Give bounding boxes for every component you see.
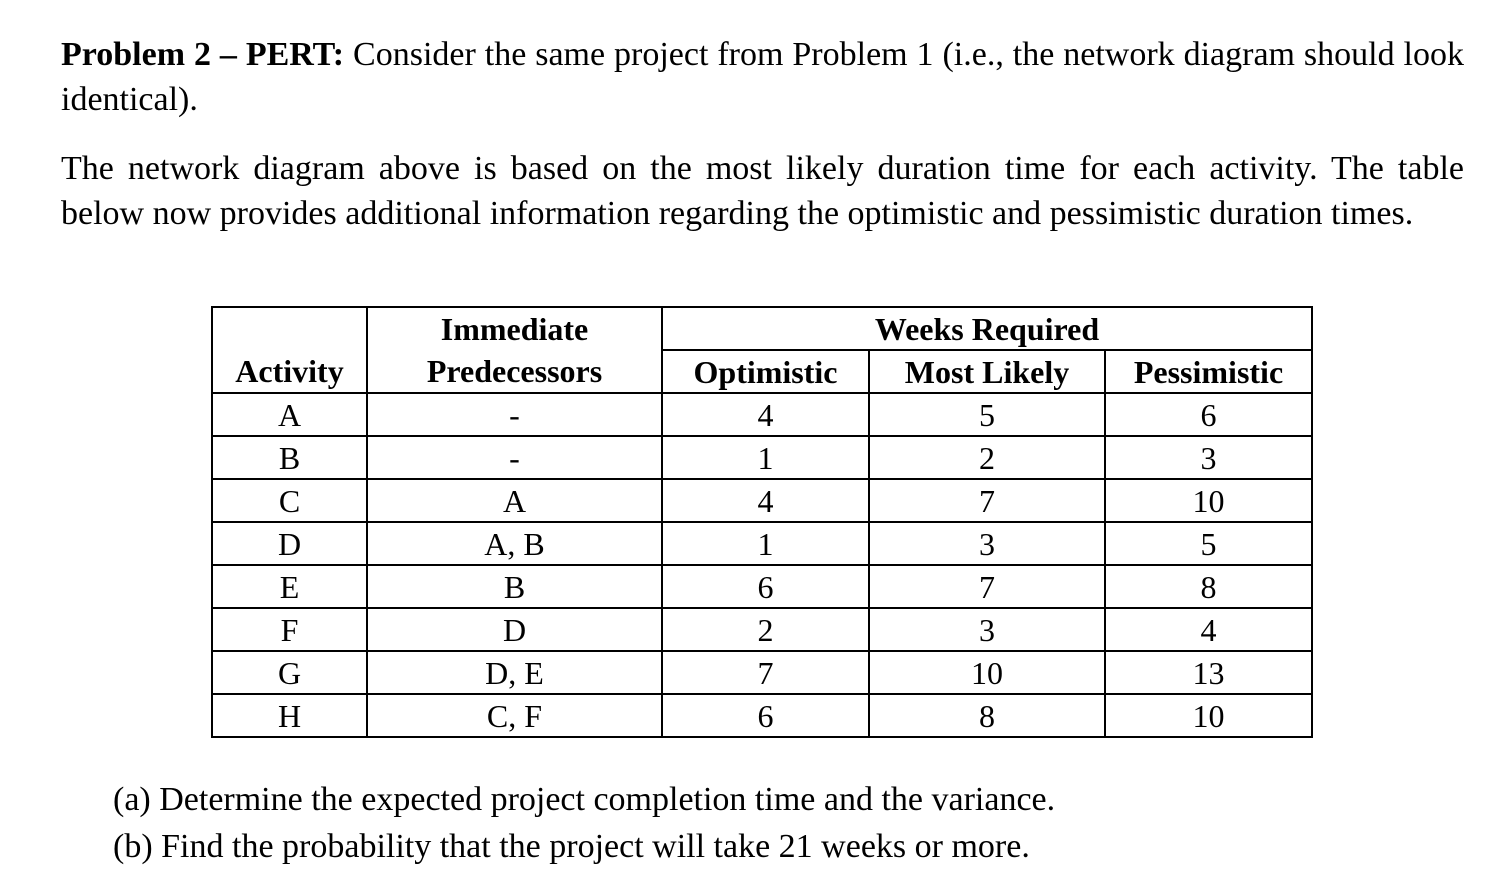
optimistic-cell: 6 bbox=[662, 694, 869, 737]
most-likely-cell: 2 bbox=[869, 436, 1105, 479]
most-likely-cell: 7 bbox=[869, 565, 1105, 608]
question-a: (a) Determine the expected project completion time and the variance. bbox=[113, 781, 1056, 818]
optimistic-cell: 1 bbox=[662, 436, 869, 479]
optimistic-cell: 7 bbox=[662, 651, 869, 694]
pessimistic-cell: 10 bbox=[1105, 694, 1312, 737]
question-b: (b) Find the probability that the project will take 21 weeks or more. bbox=[113, 828, 1030, 865]
optimistic-cell: 4 bbox=[662, 393, 869, 436]
activity-cell: F bbox=[212, 608, 367, 651]
problem-description: The network diagram above is based on the most likely duration time for each activity. The table below now provides additional information regarding the optimistic and pessimistic duration times. bbox=[61, 150, 1464, 232]
activity-header: Activity bbox=[212, 350, 367, 393]
pessimistic-cell: 10 bbox=[1105, 479, 1312, 522]
activity-cell: A bbox=[212, 393, 367, 436]
problem-heading: Problem 2 – PERT: bbox=[61, 36, 345, 73]
pessimistic-cell: 13 bbox=[1105, 651, 1312, 694]
predecessors-header-line1: Immediate bbox=[367, 307, 662, 350]
optimistic-cell: 1 bbox=[662, 522, 869, 565]
predecessors-cell: A, B bbox=[367, 522, 662, 565]
most-likely-cell: 7 bbox=[869, 479, 1105, 522]
table-row bbox=[212, 479, 1312, 522]
predecessors-cell: - bbox=[367, 393, 662, 436]
activity-cell: C bbox=[212, 479, 367, 522]
predecessors-cell: A bbox=[367, 479, 662, 522]
table-row bbox=[212, 522, 1312, 565]
problem-intro: Consider the same project from Problem 1 (i.e., the network diagram should look identical). bbox=[61, 36, 1464, 118]
activity-cell: B bbox=[212, 436, 367, 479]
most-likely-cell: 3 bbox=[869, 522, 1105, 565]
problem-statement bbox=[61, 32, 1464, 122]
predecessors-cell: D, E bbox=[367, 651, 662, 694]
optimistic-cell: 2 bbox=[662, 608, 869, 651]
table-row bbox=[212, 694, 1312, 737]
predecessors-cell: B bbox=[367, 565, 662, 608]
pessimistic-header: Pessimistic bbox=[1105, 350, 1312, 393]
table-row bbox=[212, 651, 1312, 694]
predecessors-cell: C, F bbox=[367, 694, 662, 737]
activity-cell: D bbox=[212, 522, 367, 565]
predecessors-header-line2: Predecessors bbox=[367, 350, 662, 393]
most-likely-cell: 3 bbox=[869, 608, 1105, 651]
predecessors-cell: - bbox=[367, 436, 662, 479]
activity-cell: H bbox=[212, 694, 367, 737]
activity-cell: G bbox=[212, 651, 367, 694]
questions-list bbox=[113, 776, 1055, 870]
predecessors-cell: D bbox=[367, 608, 662, 651]
optimistic-header: Optimistic bbox=[662, 350, 869, 393]
pessimistic-cell: 6 bbox=[1105, 393, 1312, 436]
activity-header-top bbox=[212, 307, 367, 350]
most-likely-cell: 8 bbox=[869, 694, 1105, 737]
table-row bbox=[212, 608, 1312, 651]
most-likely-cell: 10 bbox=[869, 651, 1105, 694]
table-row bbox=[212, 565, 1312, 608]
pert-activity-table bbox=[211, 306, 1313, 738]
header-row-top bbox=[212, 307, 1312, 350]
activity-cell: E bbox=[212, 565, 367, 608]
most-likely-header: Most Likely bbox=[869, 350, 1105, 393]
pessimistic-cell: 5 bbox=[1105, 522, 1312, 565]
most-likely-cell: 5 bbox=[869, 393, 1105, 436]
weeks-required-header: Weeks Required bbox=[662, 307, 1312, 350]
pessimistic-cell: 4 bbox=[1105, 608, 1312, 651]
pessimistic-cell: 8 bbox=[1105, 565, 1312, 608]
table-row bbox=[212, 393, 1312, 436]
pessimistic-cell: 3 bbox=[1105, 436, 1312, 479]
optimistic-cell: 4 bbox=[662, 479, 869, 522]
optimistic-cell: 6 bbox=[662, 565, 869, 608]
header-row-bottom bbox=[212, 350, 1312, 393]
table-row bbox=[212, 436, 1312, 479]
